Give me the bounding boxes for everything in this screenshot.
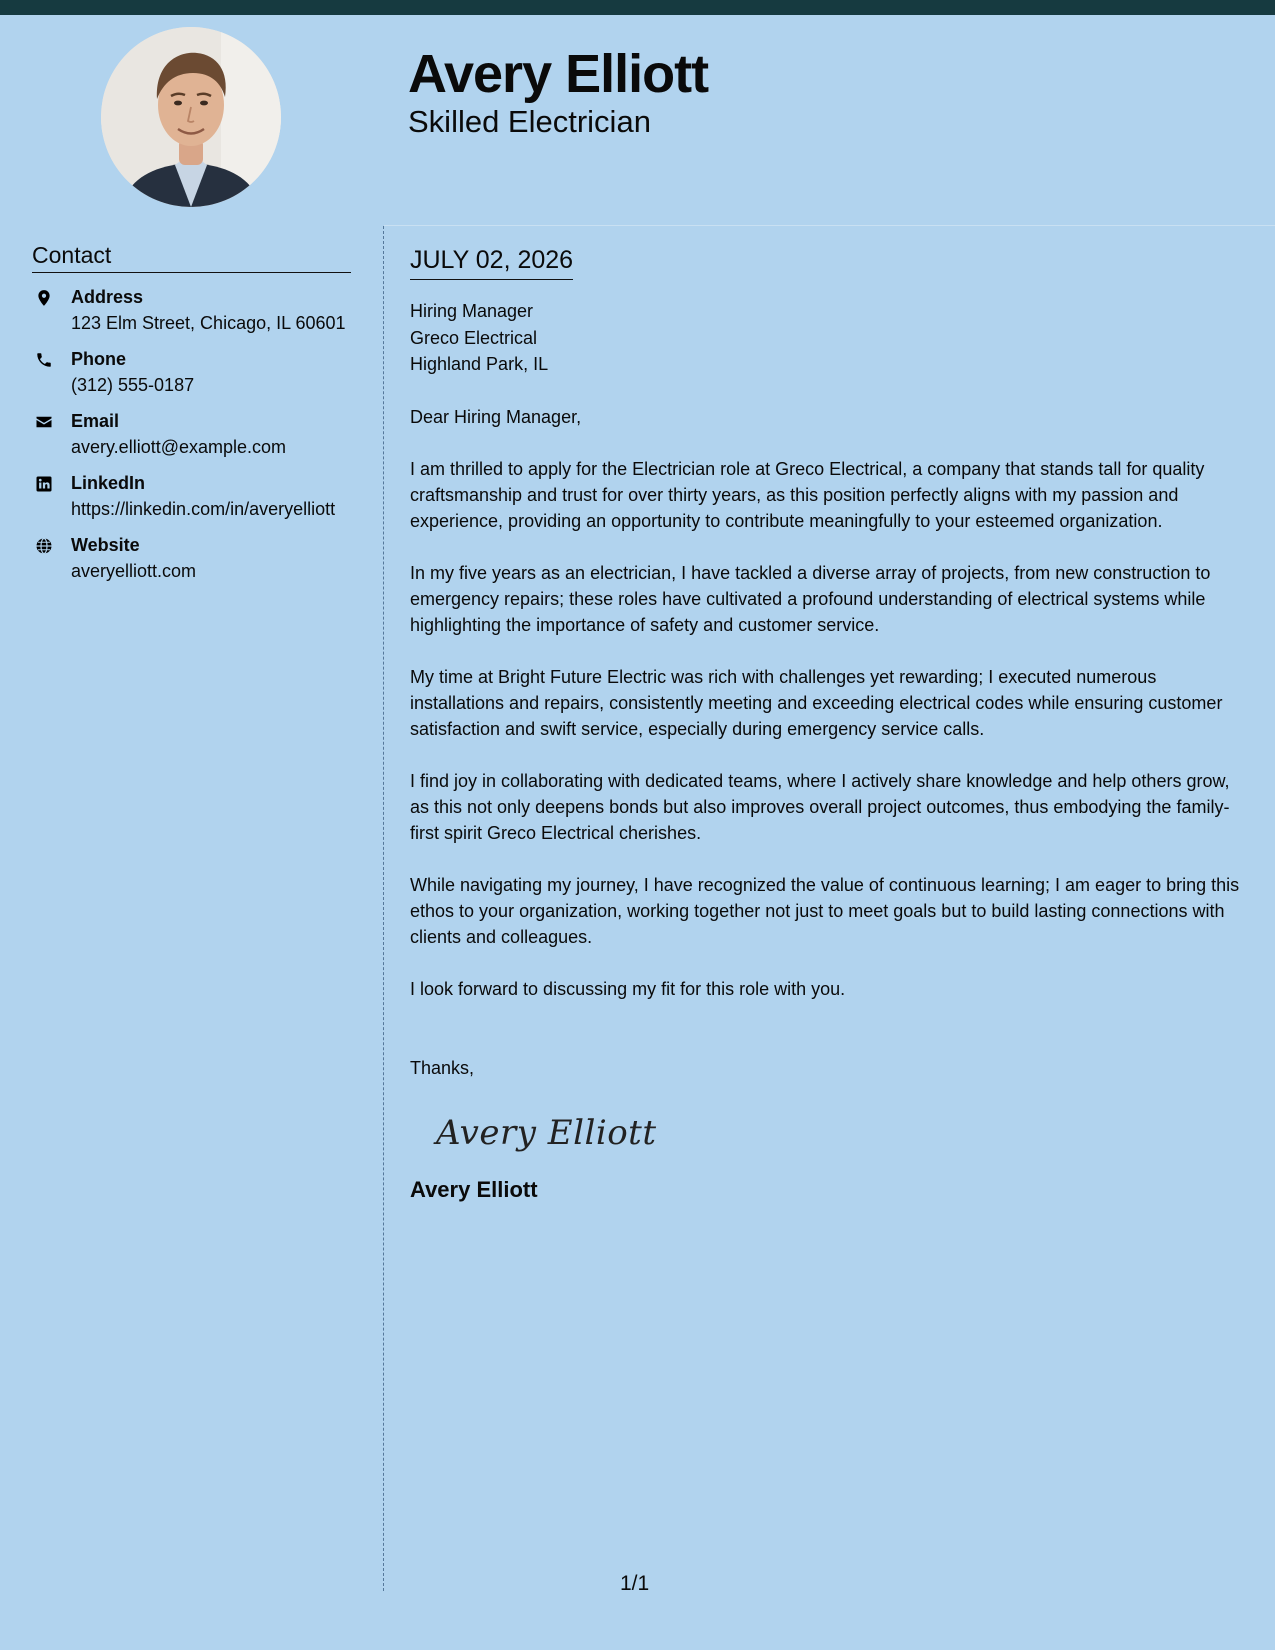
contact-linkedin: [32, 471, 351, 522]
letter-paragraph: While navigating my journey, I have recognized the value of continuous learning; I am eager to bring this ethos to your organization, working together not just to meet goals but to build lasting connections with clients and colleagues.: [410, 874, 1240, 947]
phone-icon: [35, 351, 53, 369]
avatar: [101, 27, 281, 207]
map-pin-icon: [35, 289, 53, 307]
recipient-line: Highland Park, IL: [410, 354, 549, 374]
header-divider: [384, 225, 1275, 226]
letter-date: JULY 02, 2026: [410, 243, 573, 280]
contact-email: [32, 409, 351, 460]
contact-label: Address: [71, 287, 144, 307]
recipient-line: Greco Electrical: [410, 327, 538, 348]
page-number: 1/1: [620, 1572, 650, 1595]
signed-name: Avery Elliott: [410, 1176, 538, 1202]
letter-paragraph: I am thrilled to apply for the Electrician role at Greco Electrical, a company that stands tall for quality craftsmanship and trust for over thirty years, as this position perfectly aligns with my passion and experience, providing an opportunity to contribute meaningfully to your esteemed organization.: [410, 458, 1205, 531]
contact-label: Website: [71, 535, 140, 555]
column-divider: [383, 226, 384, 1591]
contact-label: Email: [71, 411, 120, 431]
letter-paragraph: I find joy in collaborating with dedicated teams, where I actively share knowledge and help others grow, as this not only deepens bonds but also improves overall project outcomes, thus embodying the family-first spirit Greco Electrical cherishes.: [410, 770, 1230, 843]
recipient-line: Hiring Manager: [410, 301, 534, 321]
top-accent-bar: [0, 0, 1275, 15]
contact-value[interactable]: averyelliott.com: [71, 561, 197, 581]
envelope-icon: [35, 413, 53, 431]
letter-paragraph: In my five years as an electrician, I have tackled a diverse array of projects, from new construction to emergency repairs; these roles have cultivated a profound understanding of electrical systems while highlighting the importance of safety and customer service.: [410, 562, 1211, 635]
applicant-name: Avery Elliott: [408, 44, 709, 104]
recipient-block: [410, 298, 1250, 378]
contact-sidebar: [32, 240, 351, 595]
letter-paragraph: I look forward to discussing my fit for this role with you.: [410, 978, 846, 999]
contact-value[interactable]: avery.elliott@example.com: [71, 437, 287, 457]
contact-value: 123 Elm Street, Chicago, IL 60601: [71, 313, 346, 333]
contact-label: LinkedIn: [71, 473, 146, 493]
contact-website: [32, 533, 351, 584]
contact-heading: Contact: [32, 240, 351, 273]
closing: Thanks,: [410, 1057, 475, 1078]
globe-icon: [35, 537, 53, 555]
contact-value: (312) 555-0187: [71, 375, 195, 395]
profile-photo: [101, 27, 281, 207]
signature: Avery Elliott: [436, 1112, 657, 1153]
cover-letter-body: [410, 243, 1250, 1205]
linkedin-icon: [35, 475, 53, 493]
letter-paragraph: My time at Bright Future Electric was rich with challenges yet rewarding; I executed numerous installations and repairs, consistently meeting and exceeding electrical codes while ensuring customer satisfaction and swift service, especially during emergency service calls.: [410, 666, 1223, 739]
contact-phone: [32, 347, 351, 398]
contact-address: [32, 285, 351, 336]
contact-label: Phone: [71, 349, 127, 369]
salutation: Dear Hiring Manager,: [410, 406, 582, 427]
contact-value[interactable]: https://linkedin.com/in/averyelliott: [71, 499, 336, 519]
job-title: Skilled Electrician: [408, 104, 651, 139]
